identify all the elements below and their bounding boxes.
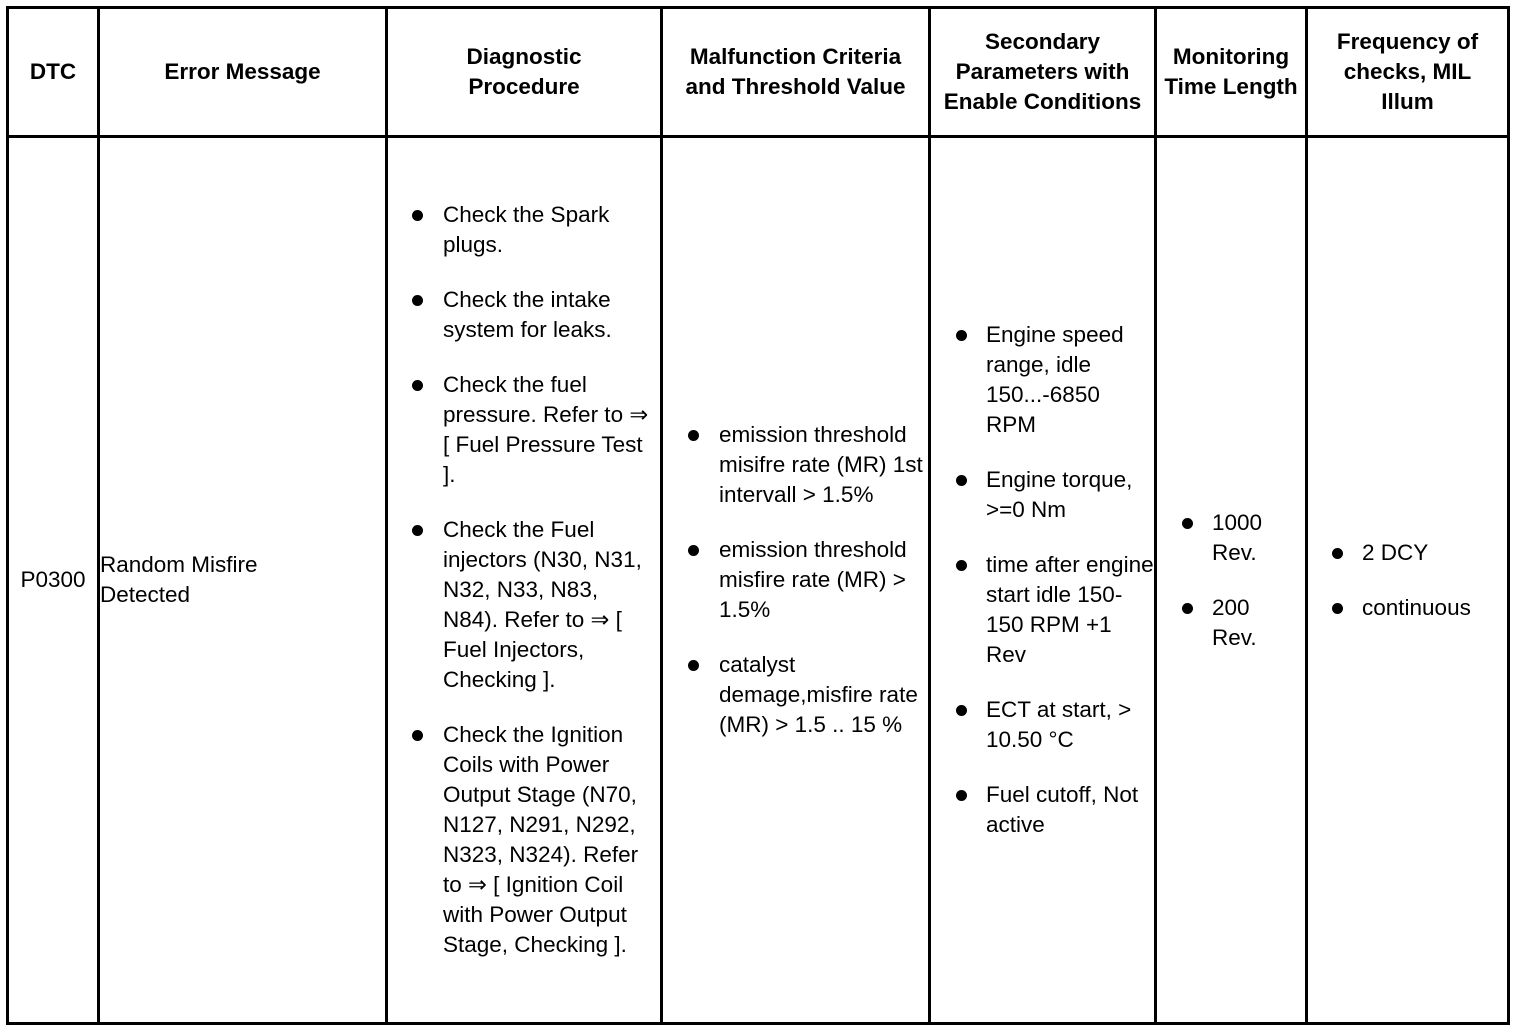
diagnostic-procedure-list <box>388 200 660 960</box>
list-item <box>719 535 928 625</box>
list-item <box>986 465 1154 525</box>
list-item <box>443 285 658 345</box>
table-header-row <box>8 8 1509 137</box>
monitoring-time-list <box>1157 508 1305 653</box>
table-row <box>8 137 1509 1024</box>
bullet-icon <box>688 545 699 556</box>
criteria-item: emission threshold misifre rate (MR) 1st intervall > 1.5% <box>719 422 923 507</box>
parameter-item: Engine torque, >=0 Nm <box>986 467 1133 522</box>
cell-secondary-parameters <box>930 137 1156 1024</box>
parameter-item: time after engine start idle 150-150 RPM +1 Rev <box>986 552 1154 667</box>
cell-monitoring-time <box>1156 137 1307 1024</box>
procedure-step: Check the Fuel injectors (N30, N31, N32, N33, N83, N84). Refer to ⇒ [ Fuel Injectors, Checking ]. <box>443 517 642 692</box>
list-item <box>1212 508 1305 568</box>
parameter-item: Fuel cutoff, Not active <box>986 782 1139 837</box>
bullet-icon <box>688 430 699 441</box>
list-item <box>443 200 658 260</box>
cell-frequency <box>1307 137 1509 1024</box>
bullet-icon <box>412 525 423 536</box>
bullet-icon <box>412 295 423 306</box>
header-secondary-parameters: Secondary Parameters with Enable Conditions <box>930 8 1156 137</box>
secondary-parameters-list <box>931 320 1154 840</box>
list-item <box>719 650 928 740</box>
bullet-icon <box>956 330 967 341</box>
frequency-item: continuous <box>1362 594 1471 620</box>
frequency-list <box>1308 538 1507 623</box>
procedure-step: Check the Ignition Coils with Power Output Stage (N70, N127, N291, N292, N323, N324). Refer to ⇒ [ Ignition Coil with Power Output Stage, Checking ]. <box>443 722 639 957</box>
cell-error-message <box>99 137 387 1024</box>
malfunction-criteria-list <box>663 420 928 740</box>
list-item <box>719 420 928 510</box>
bullet-icon <box>956 475 967 486</box>
header-frequency: Frequency of checks, MIL Illum <box>1307 8 1509 137</box>
frequency-item: 2 DCY <box>1362 539 1429 565</box>
list-item <box>986 320 1154 440</box>
parameter-item: ECT at start, > 10.50 °C <box>986 697 1132 752</box>
procedure-step: Check the intake system for leaks. <box>443 287 612 342</box>
header-error-message: Error Message <box>99 8 387 137</box>
bullet-icon <box>956 560 967 571</box>
bullet-icon <box>412 210 423 221</box>
cell-diagnostic-procedure <box>387 137 662 1024</box>
criteria-item: catalyst demage,misfire rate (MR) > 1.5 .. 15 % <box>719 652 918 737</box>
bullet-icon <box>956 790 967 801</box>
bullet-icon <box>1332 603 1343 614</box>
cell-malfunction-criteria <box>662 137 930 1024</box>
bullet-icon <box>688 660 699 671</box>
monitoring-item: 1000 Rev. <box>1212 509 1263 565</box>
criteria-item: emission threshold misfire rate (MR) > 1.5% <box>719 537 907 622</box>
bullet-icon <box>956 705 967 716</box>
list-item <box>1362 593 1507 623</box>
header-diagnostic-procedure: Diagnostic Procedure <box>387 8 662 137</box>
list-item <box>986 780 1154 840</box>
list-item <box>986 550 1154 670</box>
list-item <box>443 720 658 960</box>
bullet-icon <box>1182 518 1193 529</box>
bullet-icon <box>412 380 423 391</box>
parameter-item: Engine speed range, idle 150...-6850 RPM <box>986 322 1124 437</box>
list-item <box>986 695 1154 755</box>
error-message-text: Random Misfire Detected <box>100 552 258 607</box>
header-dtc: DTC <box>8 8 99 137</box>
cell-dtc-code: P0300 <box>8 137 99 1024</box>
bullet-icon <box>1182 603 1193 614</box>
list-item <box>1362 538 1507 568</box>
bullet-icon <box>412 730 423 741</box>
procedure-step: Check the fuel pressure. Refer to ⇒ [ Fuel Pressure Test ]. <box>443 372 649 487</box>
list-item <box>443 370 658 490</box>
procedure-step: Check the Spark plugs. <box>443 202 610 257</box>
dtc-table <box>6 6 1510 1025</box>
bullet-icon <box>1332 548 1343 559</box>
list-item <box>1212 593 1305 653</box>
monitoring-item: 200 Rev. <box>1212 594 1257 650</box>
header-malfunction-criteria: Malfunction Criteria and Threshold Value <box>662 8 930 137</box>
list-item <box>443 515 658 695</box>
header-monitoring-time: Monitoring Time Length <box>1156 8 1307 137</box>
